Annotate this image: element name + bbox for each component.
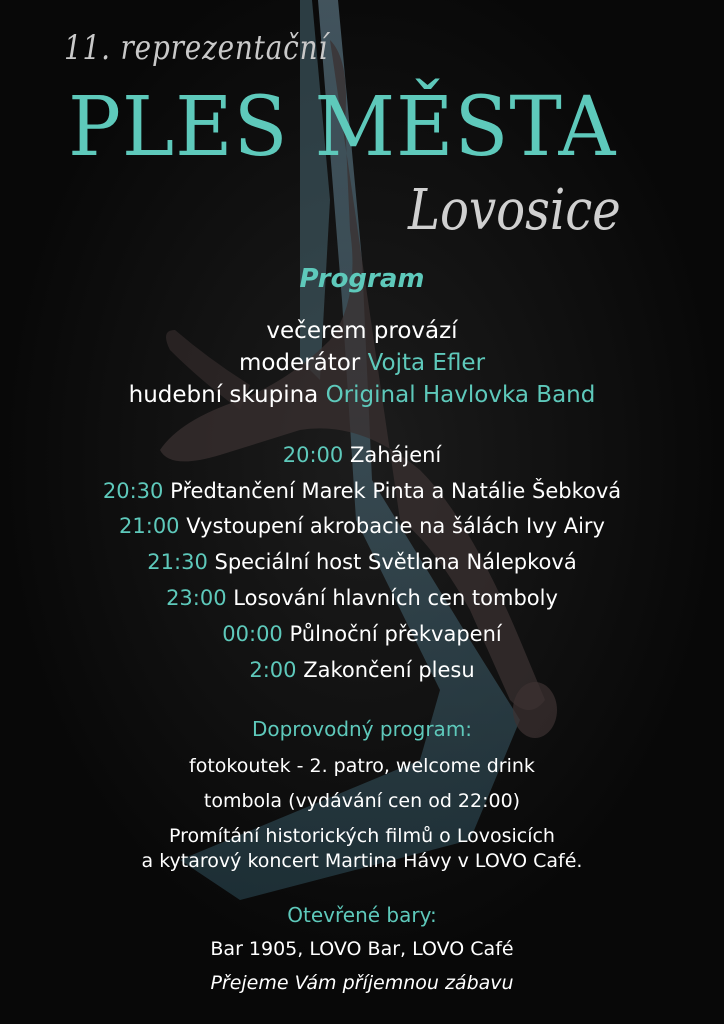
schedule-event: Losování hlavních cen tomboly: [233, 586, 558, 610]
program-heading: Program: [299, 264, 425, 294]
side-program-item: fotokoutek - 2. patro, welcome drink: [189, 755, 535, 777]
schedule-item: [0, 622, 724, 646]
schedule-item: [0, 658, 724, 682]
schedule-event: Zakončení plesu: [303, 658, 475, 682]
moderator-line: [0, 350, 724, 376]
schedule-event: Půlnoční překvapení: [289, 622, 502, 646]
poster-title: PLES MĚSTA: [68, 80, 617, 175]
schedule-time: 21:00: [119, 514, 180, 538]
schedule-item: [0, 514, 724, 538]
host-line: [0, 318, 724, 344]
side-program-item: a kytarový koncert Martina Hávy v LOVO Café.: [141, 850, 583, 872]
side-program-heading: Doprovodný program:: [251, 717, 473, 741]
moderator-label: moderátor: [238, 350, 368, 376]
schedule-event: Předtančení Marek Pinta a Natálie Šebková: [170, 479, 622, 503]
schedule-time: 21:30: [147, 550, 208, 574]
schedule-item: [0, 479, 724, 503]
side-program-item: Promítání historických filmů o Lovosicích: [169, 825, 555, 847]
host-intro-text: večerem provází: [266, 318, 458, 344]
city-name: Lovosice: [408, 178, 621, 243]
schedule-event: Vystoupení akrobacie na šálách Ivy Airy: [186, 514, 605, 538]
schedule-item: [0, 550, 724, 574]
band-name: Original Havlovka Band: [325, 382, 596, 408]
schedule-time: 20:00: [282, 443, 344, 467]
schedule-event: Zahájení: [349, 443, 442, 467]
band-line: [0, 382, 724, 408]
schedule-item: [0, 586, 724, 610]
band-label: hudební skupina: [128, 382, 326, 408]
schedule-event: Speciální host Světlana Nálepková: [214, 550, 577, 574]
bars-list: Bar 1905, LOVO Bar, LOVO Café: [210, 938, 514, 960]
moderator-name: Vojta Efler: [367, 350, 486, 376]
side-program-item: tombola (vydávání cen od 22:00): [203, 790, 521, 812]
event-edition-subtitle: 11. reprezentační: [64, 28, 329, 68]
schedule-time: 23:00: [166, 586, 227, 610]
schedule-time: 2:00: [249, 658, 297, 682]
bars-heading: Otevřené bary:: [287, 903, 437, 927]
schedule-item: [0, 443, 724, 467]
closing-message: Přejeme Vám příjemnou zábavu: [210, 972, 514, 994]
schedule-time: 20:30: [102, 479, 164, 503]
schedule-time: 00:00: [222, 622, 283, 646]
